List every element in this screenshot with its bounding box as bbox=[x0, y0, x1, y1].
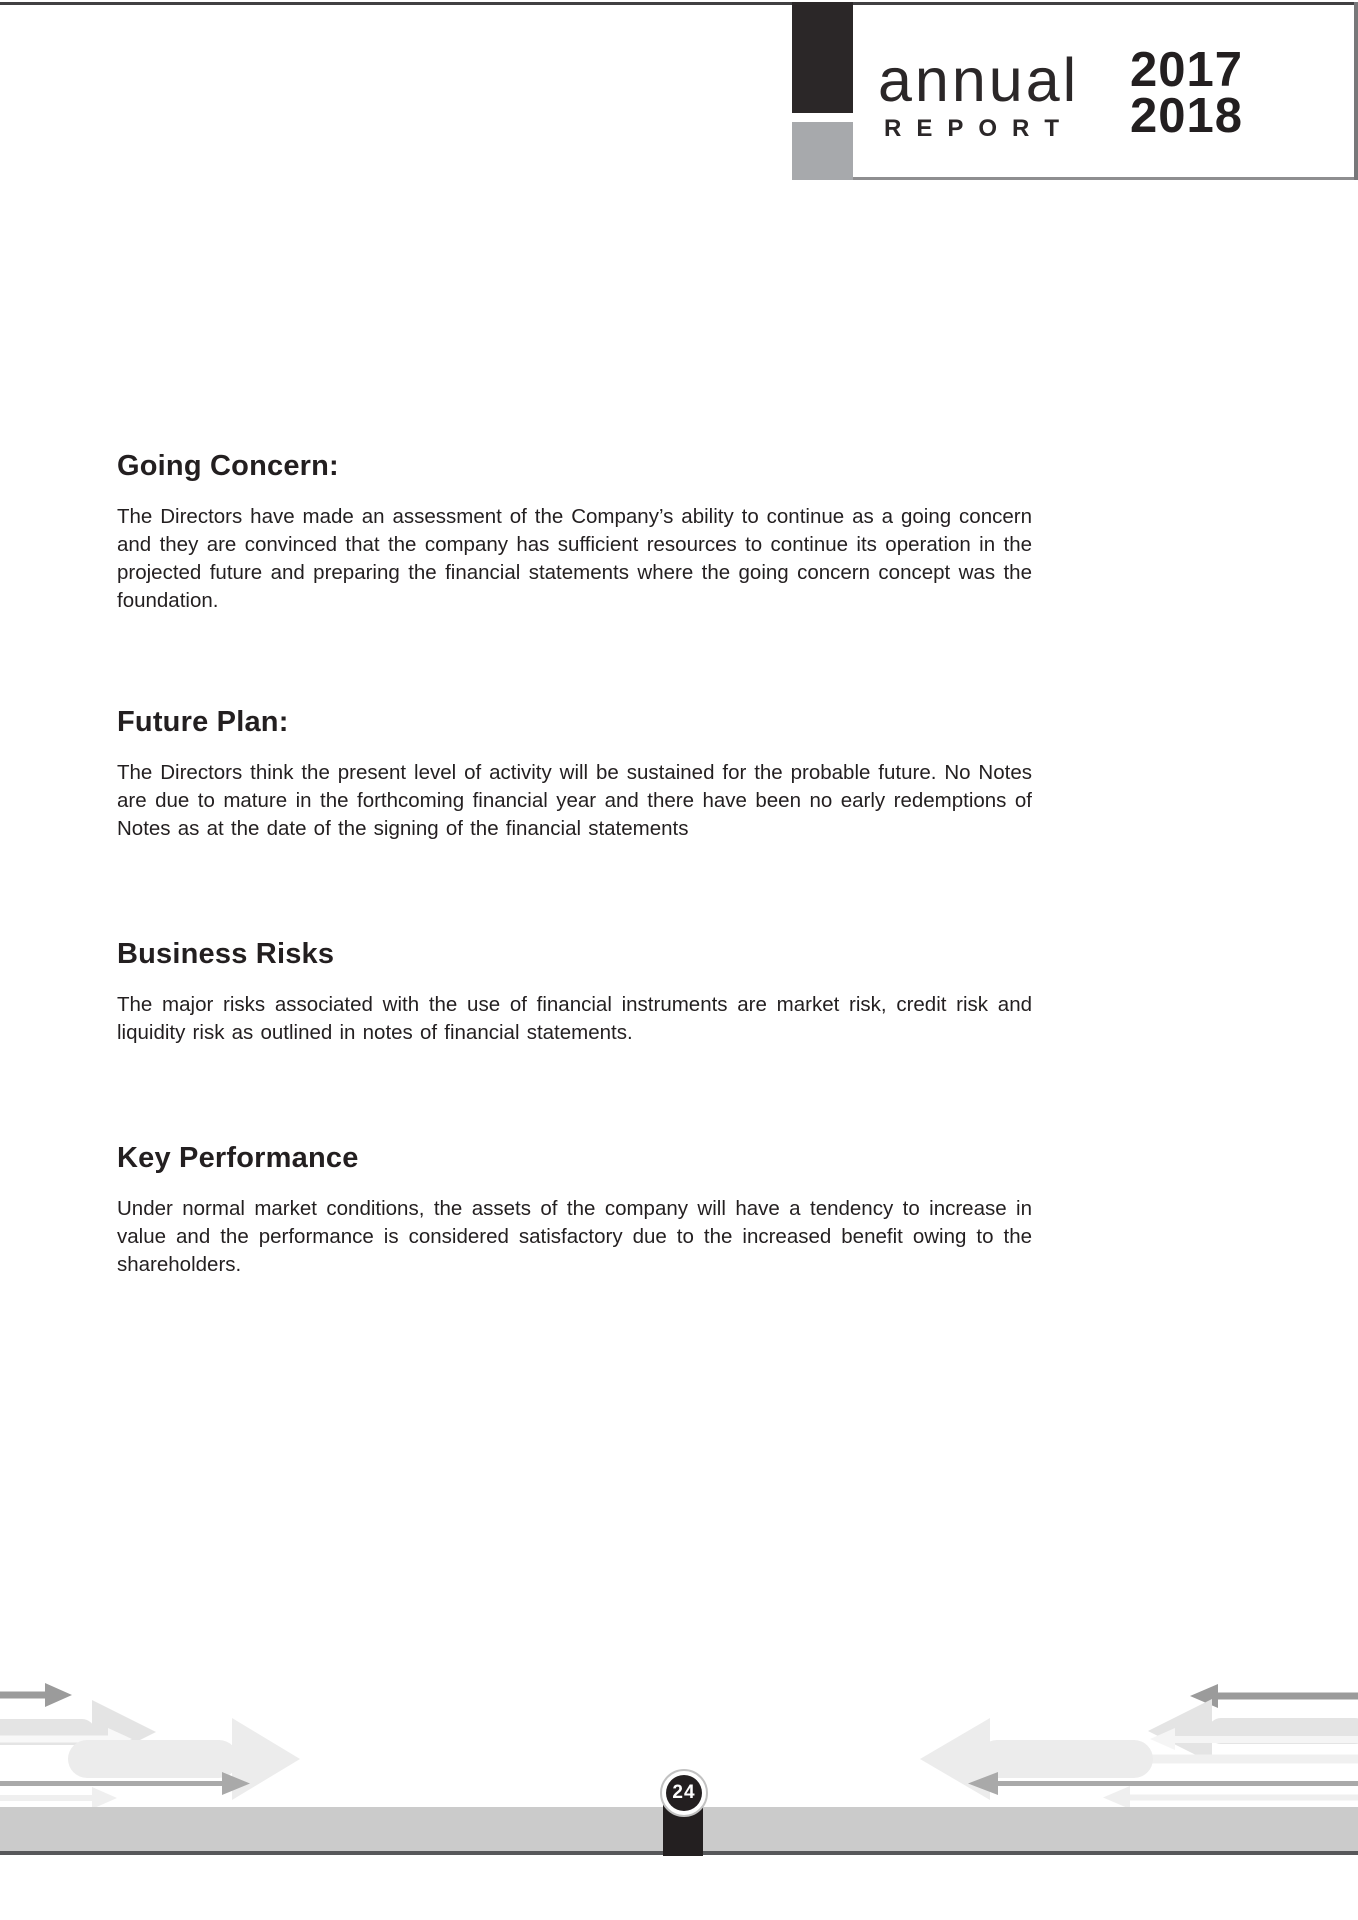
section-going-concern bbox=[117, 450, 1032, 615]
page-number: 24 bbox=[666, 1775, 702, 1811]
section-heading: Going Concern: bbox=[117, 450, 339, 482]
section-heading: Key Performance bbox=[117, 1142, 359, 1174]
section-body: The major risks associated with the use of financial instruments are market risk, credit risk and liquidity risk as outlined in notes of financial statements. bbox=[117, 993, 1032, 1044]
page-number-badge bbox=[660, 1769, 708, 1817]
report-wordmark: REPORT bbox=[884, 115, 1075, 142]
report-years bbox=[1130, 43, 1244, 143]
annual-wordmark: annual bbox=[878, 46, 1080, 114]
arrow-left-icon bbox=[1190, 1684, 1358, 1708]
section-body: The Directors think the present level of activity will be sustained for the probable future. No Notes are due to mature in the forthcoming financial year and there have been no early redemptions of Notes as at the date of the signing of the financial statements bbox=[117, 761, 1032, 840]
section-body: The Directors have made an assessment of the Company’s ability to continue as a going concern and they are convinced that the company has sufficient resources to continue its operation in the projected future and preparing the financial statements where the going concern concept was the foundation. bbox=[117, 505, 1032, 612]
section-body: Under normal market conditions, the assets of the company will have a tendency to increase in value and the performance is considered satisfactory due to the increased benefit owing to the shareholders. bbox=[117, 1197, 1032, 1276]
section-business-risks bbox=[117, 938, 1032, 1047]
section-key-performance bbox=[117, 1142, 1032, 1279]
section-heading: Business Risks bbox=[117, 938, 335, 970]
year-top: 2017 bbox=[1130, 43, 1244, 97]
arrow-right-icon bbox=[0, 1787, 117, 1809]
section-future-plan bbox=[117, 706, 1032, 843]
header-bottom-rule bbox=[853, 177, 1358, 180]
section-heading: Future Plan: bbox=[117, 706, 289, 738]
arrow-left-icon bbox=[1103, 1786, 1358, 1809]
header-right-rule bbox=[1354, 2, 1358, 180]
year-bottom: 2018 bbox=[1130, 89, 1244, 143]
header-top-rule bbox=[0, 2, 1358, 5]
arrow-right-icon bbox=[0, 1683, 72, 1707]
logo-dark-block bbox=[792, 2, 853, 113]
logo-gray-block bbox=[792, 122, 853, 180]
arrow-left-icon bbox=[1148, 1699, 1358, 1763]
